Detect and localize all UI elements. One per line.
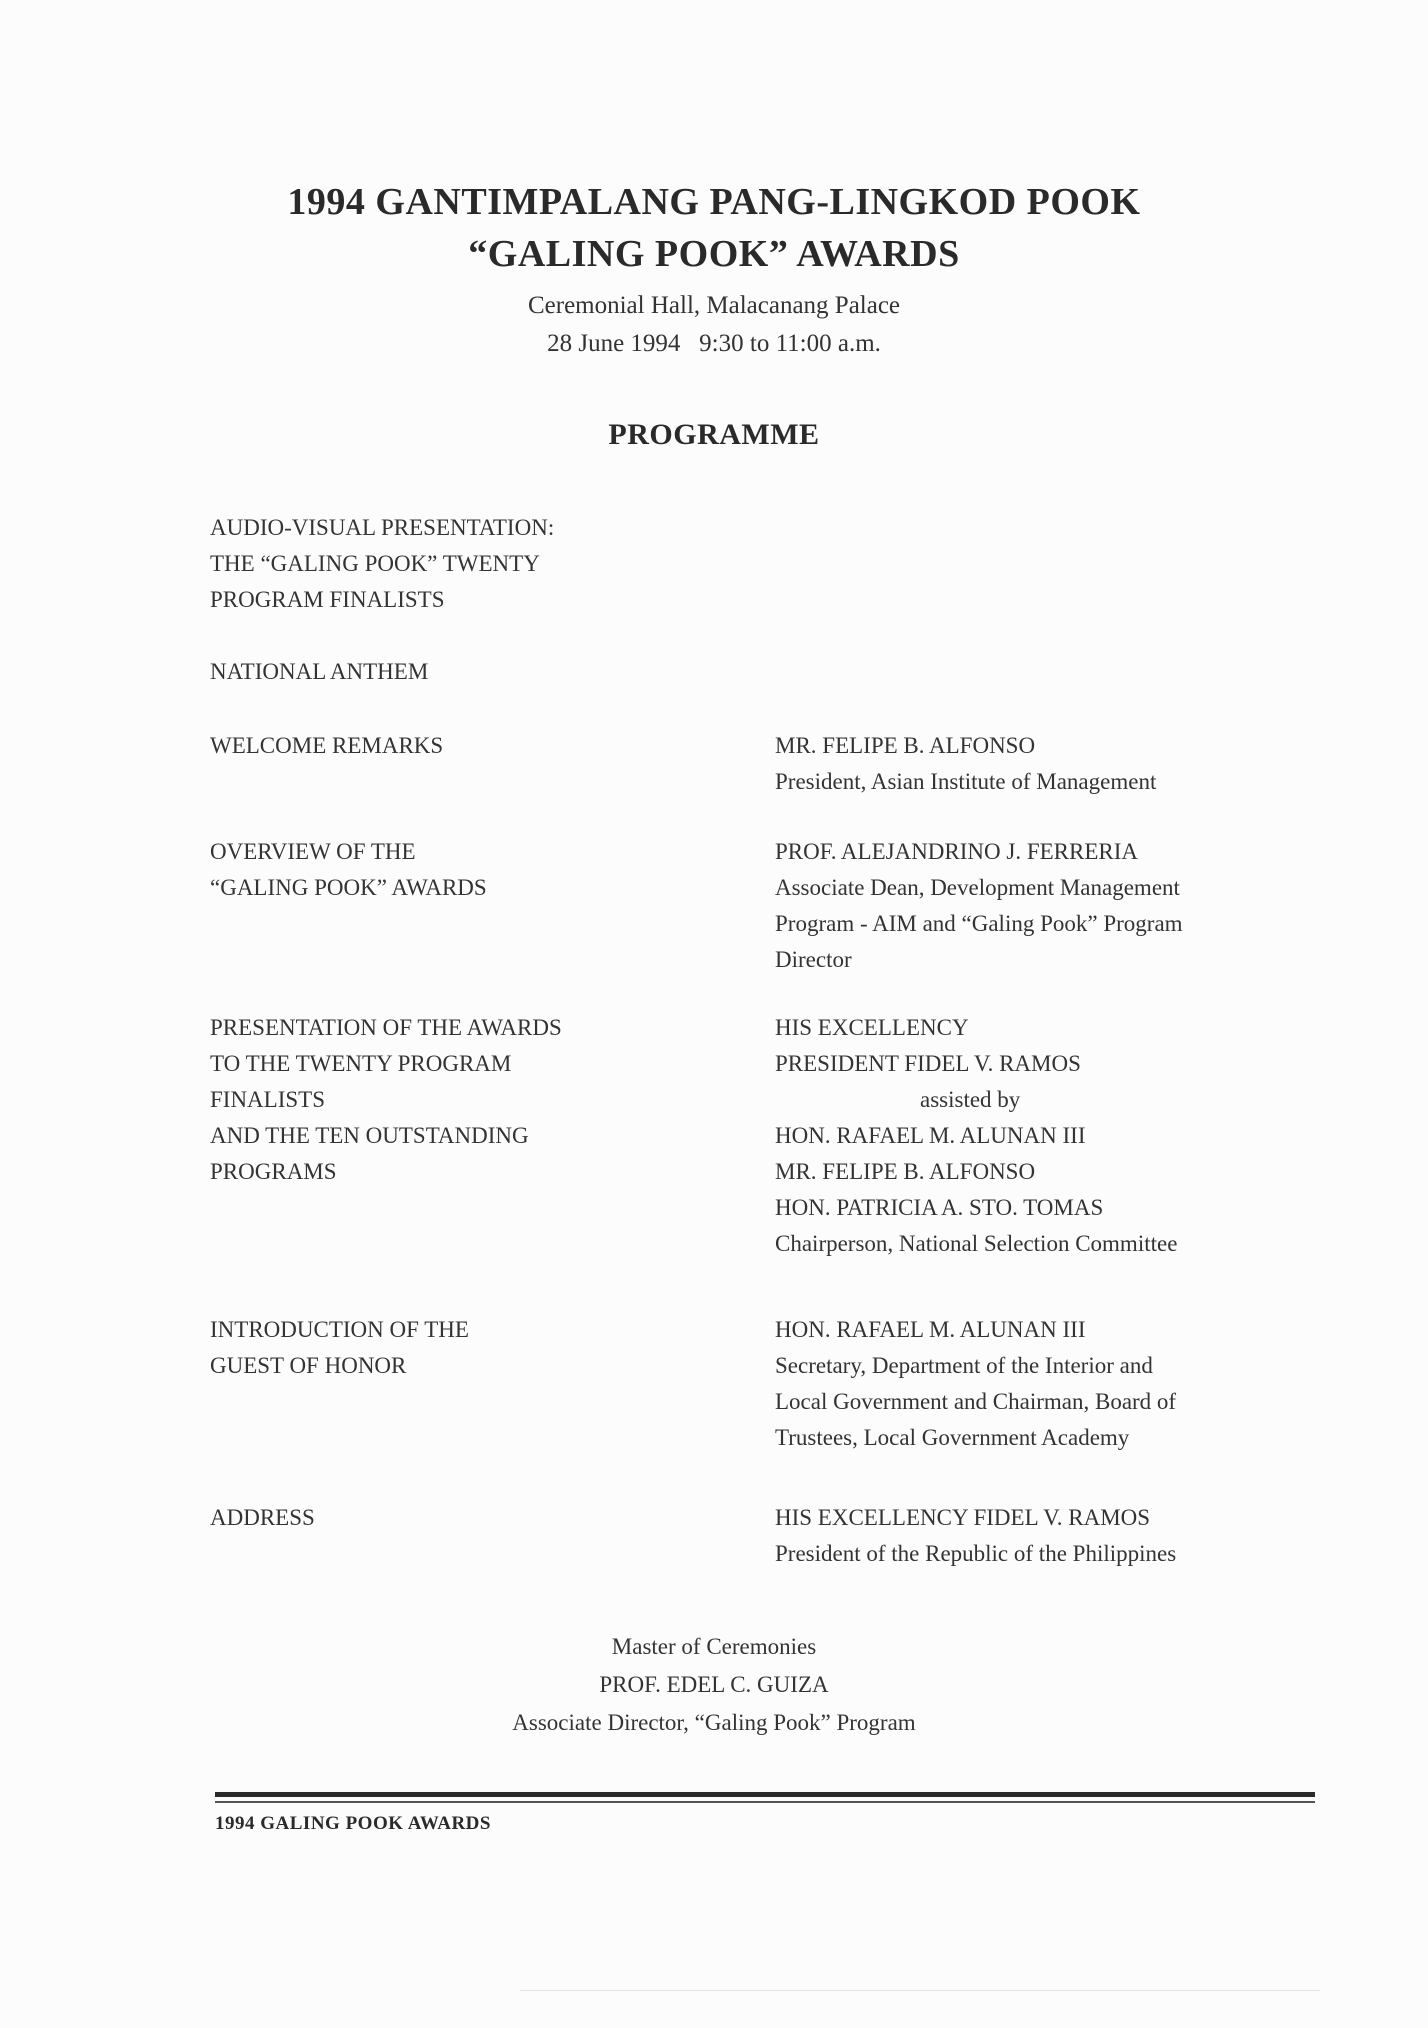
programme-item-speaker [775, 1312, 1320, 1456]
label-line: THE “GALING POOK” TWENTY [210, 551, 540, 576]
programme-item-label [210, 834, 710, 906]
label-line: PROGRAM FINALISTS [210, 587, 445, 612]
footer-rule-thin [215, 1801, 1315, 1803]
label-line: TO THE TWENTY PROGRAM [210, 1051, 512, 1076]
programme-item-speaker [775, 728, 1320, 800]
venue-line: Ceremonial Hall, Malacanang Palace [527, 292, 901, 319]
speaker-line: MR. FELIPE B. ALFONSO [775, 733, 1036, 758]
programme-heading: PROGRAMME [608, 418, 820, 451]
label-line: ADDRESS [210, 1505, 315, 1530]
footer-label: 1994 GALING POOK AWARDS [215, 1813, 491, 1834]
mc-title: Associate Director, “Galing Pook” Program [512, 1710, 916, 1735]
speaker-line: MR. FELIPE B. ALFONSO [775, 1159, 1036, 1184]
label-line: OVERVIEW OF THE [210, 839, 416, 864]
scan-edge-line [520, 1990, 1320, 1991]
master-of-ceremonies [0, 1628, 1428, 1742]
programme-item-label [210, 1312, 710, 1384]
programme-item-speaker [775, 1500, 1320, 1572]
speaker-line: President, Asian Institute of Management [775, 769, 1157, 794]
speaker-line: PROF. ALEJANDRINO J. FERRERIA [775, 839, 1139, 864]
programme-item-label [210, 1500, 710, 1536]
label-line: AND THE TEN OUTSTANDING [210, 1123, 529, 1148]
label-line: GUEST OF HONOR [210, 1353, 407, 1378]
speaker-line: Program - AIM and “Galing Pook” Program [775, 911, 1183, 936]
label-line: WELCOME REMARKS [210, 733, 444, 758]
label-line: “GALING POOK” AWARDS [210, 875, 487, 900]
speaker-line: Secretary, Department of the Interior and [775, 1353, 1153, 1378]
programme-item-label [210, 728, 710, 764]
label-line: FINALISTS [210, 1087, 326, 1112]
speaker-line: assisted by [920, 1087, 1021, 1112]
speaker-line: President of the Republic of the Philippines [775, 1541, 1177, 1566]
speaker-line: HON. RAFAEL M. ALUNAN III [775, 1317, 1086, 1342]
programme-item-label [210, 510, 710, 618]
speaker-line: HON. PATRICIA A. STO. TOMAS [775, 1195, 1104, 1220]
speaker-line: Trustees, Local Government Academy [775, 1425, 1130, 1450]
date-time-line: 28 June 1994 9:30 to 11:00 a.m. [547, 330, 881, 357]
label-line: AUDIO-VISUAL PRESENTATION: [210, 515, 555, 540]
programme-item-speaker [775, 834, 1320, 978]
label-line: NATIONAL ANTHEM [210, 659, 429, 684]
speaker-line: Local Government and Chairman, Board of [775, 1389, 1177, 1414]
mc-role: Master of Ceremonies [611, 1634, 817, 1659]
speaker-line: Director [775, 947, 852, 972]
speaker-line: HIS EXCELLENCY FIDEL V. RAMOS [775, 1505, 1151, 1530]
title-line-2: “GALING POOK” AWARDS [468, 233, 960, 275]
speaker-line: HIS EXCELLENCY [775, 1015, 969, 1040]
speaker-line: Associate Dean, Development Management [775, 875, 1180, 900]
title-line-1: 1994 GANTIMPALANG PANG-LINGKOD POOK [287, 181, 1141, 223]
label-line: INTRODUCTION OF THE [210, 1317, 469, 1342]
programme-item-label [210, 654, 710, 690]
speaker-line: HON. RAFAEL M. ALUNAN III [775, 1123, 1086, 1148]
footer-rule-thick [215, 1792, 1315, 1797]
programme-item-label [210, 1010, 710, 1190]
label-line: PROGRAMS [210, 1159, 337, 1184]
speaker-line: PRESIDENT FIDEL V. RAMOS [775, 1051, 1081, 1076]
programme-item-speaker [775, 1010, 1320, 1262]
speaker-line: Chairperson, National Selection Committee [775, 1231, 1178, 1256]
mc-name: PROF. EDEL C. GUIZA [599, 1672, 829, 1697]
label-line: PRESENTATION OF THE AWARDS [210, 1015, 562, 1040]
